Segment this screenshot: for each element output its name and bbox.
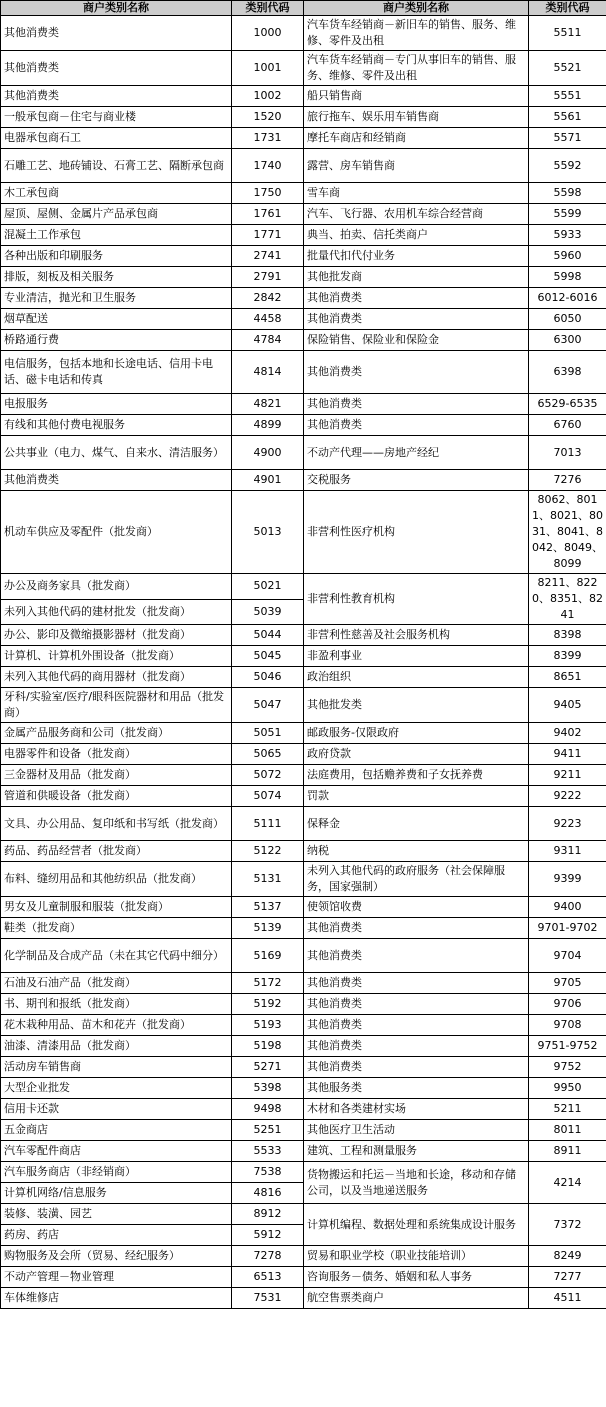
table-row: [1, 330, 606, 351]
left-category-code: 2741: [232, 246, 304, 267]
left-category-code: 7531: [232, 1288, 304, 1309]
right-category-code: 5211: [529, 1099, 606, 1120]
table-row: [1, 436, 606, 470]
left-category-name: 计算机、计算机外围设备（批发商）: [1, 646, 232, 667]
right-category-code: 6300: [529, 330, 606, 351]
right-category-name: 政治组织: [304, 667, 529, 688]
table-row: [1, 1099, 606, 1120]
left-category-code: 5051: [232, 723, 304, 744]
right-category-name: 非营利性慈善及社会服务机构: [304, 625, 529, 646]
left-category-code: 4784: [232, 330, 304, 351]
right-category-code: 9706: [529, 994, 606, 1015]
right-category-name: 露营、房车销售商: [304, 149, 529, 183]
right-category-name: 政府贷款: [304, 744, 529, 765]
left-category-name: 布料、缝纫用品和其他纺织品（批发商）: [1, 862, 232, 897]
left-category-code: 1520: [232, 107, 304, 128]
left-category-name: 屋顶、屋侧、金属片产品承包商: [1, 204, 232, 225]
right-category-code: 5592: [529, 149, 606, 183]
table-row: [1, 1057, 606, 1078]
left-category-code: 5047: [232, 688, 304, 723]
right-category-name: 贸易和职业学校（职业技能培训）: [304, 1246, 529, 1267]
left-category-code: 5192: [232, 994, 304, 1015]
left-category-code: 5193: [232, 1015, 304, 1036]
right-category-name: 非营利性医疗机构: [304, 491, 529, 574]
right-category-name: 其他批发类: [304, 688, 529, 723]
table-row: [1, 765, 606, 786]
table-row: [1, 246, 606, 267]
table-row: [1, 1267, 606, 1288]
right-category-code: 5933: [529, 225, 606, 246]
right-category-name: 其他消费类: [304, 394, 529, 415]
right-category-name: 汽车、飞行器、农用机车综合经营商: [304, 204, 529, 225]
table-row: [1, 1162, 606, 1183]
table-row: [1, 939, 606, 973]
right-category-code: 9411: [529, 744, 606, 765]
left-category-name: 化学制品及合成产品（未在其它代码中细分）: [1, 939, 232, 973]
left-category-name: 信用卡还款: [1, 1099, 232, 1120]
left-category-code: 4458: [232, 309, 304, 330]
table-row: [1, 723, 606, 744]
right-category-name: 其他消费类: [304, 309, 529, 330]
right-category-code: 9222: [529, 786, 606, 807]
right-category-code: 5960: [529, 246, 606, 267]
left-category-code: 5398: [232, 1078, 304, 1099]
right-category-name: 其他消费类: [304, 1015, 529, 1036]
left-category-code: 1002: [232, 86, 304, 107]
right-category-code: 6012-6016: [529, 288, 606, 309]
left-category-code: 5122: [232, 841, 304, 862]
left-category-name: 计算机网络/信息服务: [1, 1183, 232, 1204]
left-category-name: 三金器材及用品（批发商）: [1, 765, 232, 786]
right-category-code: 5571: [529, 128, 606, 149]
table-row: [1, 1078, 606, 1099]
left-category-code: 4900: [232, 436, 304, 470]
left-category-code: 5013: [232, 491, 304, 574]
left-category-name: 大型企业批发: [1, 1078, 232, 1099]
left-category-name: 电信服务，包括本地和长途电话、信用卡电话、磁卡电话和传真: [1, 351, 232, 394]
left-category-name: 未列入其他代码的建材批发（批发商）: [1, 599, 232, 625]
right-category-name: 计算机编程、数据处理和系统集成设计服务: [304, 1204, 529, 1246]
right-category-code: 5998: [529, 267, 606, 288]
right-category-code: 9399: [529, 862, 606, 897]
left-category-name: 文具、办公用品、复印纸和书写纸（批发商）: [1, 807, 232, 841]
left-category-name: 车体维修店: [1, 1288, 232, 1309]
left-category-code: 5111: [232, 807, 304, 841]
right-category-code: 9704: [529, 939, 606, 973]
left-category-name: 电器零件和设备（批发商）: [1, 744, 232, 765]
table-row: [1, 786, 606, 807]
right-category-code: 4511: [529, 1288, 606, 1309]
table-row: [1, 149, 606, 183]
right-category-code: 8911: [529, 1141, 606, 1162]
left-category-name: 管道和供暖设备（批发商）: [1, 786, 232, 807]
right-category-name: 罚款: [304, 786, 529, 807]
right-category-name: 航空售票类商户: [304, 1288, 529, 1309]
right-category-name: 非盈利事业: [304, 646, 529, 667]
right-category-name: 其他消费类: [304, 1036, 529, 1057]
left-category-name: 各种出版和印刷服务: [1, 246, 232, 267]
right-category-code: 8399: [529, 646, 606, 667]
right-category-code: 7276: [529, 470, 606, 491]
table-row: [1, 107, 606, 128]
right-category-code: 5598: [529, 183, 606, 204]
right-category-code: 9402: [529, 723, 606, 744]
right-category-code: 5511: [529, 16, 606, 51]
table-row: [1, 841, 606, 862]
table-row: [1, 225, 606, 246]
right-category-name: 咨询服务－债务、婚姻和私人事务: [304, 1267, 529, 1288]
table-row: [1, 862, 606, 897]
left-category-code: 9498: [232, 1099, 304, 1120]
right-category-code: 7372: [529, 1204, 606, 1246]
left-category-name: 其他消费类: [1, 470, 232, 491]
table-row: [1, 807, 606, 841]
left-category-code: 5021: [232, 574, 304, 600]
table-row: [1, 918, 606, 939]
table-row: [1, 309, 606, 330]
right-category-code: 7277: [529, 1267, 606, 1288]
header-right-name: 商户类别名称: [304, 1, 529, 16]
right-category-code: 8651: [529, 667, 606, 688]
right-category-name: 其他医疗卫生活动: [304, 1120, 529, 1141]
right-category-code: 5551: [529, 86, 606, 107]
table-row: [1, 267, 606, 288]
header-left-code: 类别代码: [232, 1, 304, 16]
right-category-code: 5599: [529, 204, 606, 225]
table-row: [1, 994, 606, 1015]
left-category-name: 牙科/实验室/医疗/眼科医院器材和用品（批发商）: [1, 688, 232, 723]
right-category-name: 其他消费类: [304, 1057, 529, 1078]
left-category-name: 购物服务及会所（贸易、经纪服务）: [1, 1246, 232, 1267]
right-category-name: 其他服务类: [304, 1078, 529, 1099]
table-row: [1, 415, 606, 436]
table-row: [1, 470, 606, 491]
left-category-name: 其他消费类: [1, 51, 232, 86]
table-row: [1, 1120, 606, 1141]
right-category-code: 6050: [529, 309, 606, 330]
table-row: [1, 646, 606, 667]
left-category-code: 1771: [232, 225, 304, 246]
left-category-name: 不动产管理－物业管理: [1, 1267, 232, 1288]
right-category-code: 5521: [529, 51, 606, 86]
left-category-code: 5533: [232, 1141, 304, 1162]
left-category-code: 5271: [232, 1057, 304, 1078]
left-category-name: 专业清洁，抛光和卫生服务: [1, 288, 232, 309]
right-category-code: 4214: [529, 1162, 606, 1204]
table-row: [1, 288, 606, 309]
left-category-code: 6513: [232, 1267, 304, 1288]
right-category-name: 非营利性教育机构: [304, 574, 529, 625]
right-category-code: 9405: [529, 688, 606, 723]
left-category-code: 5912: [232, 1225, 304, 1246]
left-category-name: 花木栽种用品、苗木和花卉（批发商）: [1, 1015, 232, 1036]
table-row: [1, 1246, 606, 1267]
left-category-name: 一般承包商－住宅与商业楼: [1, 107, 232, 128]
left-category-code: 5169: [232, 939, 304, 973]
left-category-code: 5044: [232, 625, 304, 646]
header-right-code: 类别代码: [529, 1, 606, 16]
right-category-name: 邮政服务-仅限政府: [304, 723, 529, 744]
table-row: [1, 491, 606, 574]
right-category-name: 建筑、工程和测量服务: [304, 1141, 529, 1162]
left-category-name: 木工承包商: [1, 183, 232, 204]
left-category-name: 药品、药品经营者（批发商）: [1, 841, 232, 862]
right-category-code: 9751-9752: [529, 1036, 606, 1057]
left-category-code: 5074: [232, 786, 304, 807]
right-category-code: 7013: [529, 436, 606, 470]
left-category-name: 石雕工艺、地砖铺设、石膏工艺、隔断承包商: [1, 149, 232, 183]
right-category-code: 9701-9702: [529, 918, 606, 939]
left-category-name: 其他消费类: [1, 16, 232, 51]
left-category-code: 5039: [232, 599, 304, 625]
right-category-code: 6398: [529, 351, 606, 394]
right-category-code: 9950: [529, 1078, 606, 1099]
right-category-name: 货物搬运和托运－当地和长途，移动和存储公司，以及当地递送服务: [304, 1162, 529, 1204]
right-category-code: 8211、8220、8351、8241: [529, 574, 606, 625]
right-category-name: 船只销售商: [304, 86, 529, 107]
left-category-code: 5251: [232, 1120, 304, 1141]
left-category-code: 4821: [232, 394, 304, 415]
table-row: [1, 1288, 606, 1309]
left-category-code: 5072: [232, 765, 304, 786]
right-category-code: 8249: [529, 1246, 606, 1267]
right-category-name: 木材和各类建材实场: [304, 1099, 529, 1120]
right-category-code: 9223: [529, 807, 606, 841]
right-category-name: 摩托车商店和经销商: [304, 128, 529, 149]
left-category-name: 混凝土工作承包: [1, 225, 232, 246]
left-category-code: 5137: [232, 897, 304, 918]
right-category-code: 9752: [529, 1057, 606, 1078]
right-category-code: 9705: [529, 973, 606, 994]
table-row: [1, 1141, 606, 1162]
left-category-name: 油漆、清漆用品（批发商）: [1, 1036, 232, 1057]
left-category-name: 汽车服务商店（非经销商）: [1, 1162, 232, 1183]
left-category-name: 男女及儿童制服和服装（批发商）: [1, 897, 232, 918]
left-category-name: 机动车供应及零配件（批发商）: [1, 491, 232, 574]
right-category-name: 其他消费类: [304, 918, 529, 939]
left-category-name: 办公及商务家具（批发商）: [1, 574, 232, 600]
left-category-code: 4814: [232, 351, 304, 394]
right-category-name: 保释金: [304, 807, 529, 841]
left-category-name: 电报服务: [1, 394, 232, 415]
left-category-code: 2842: [232, 288, 304, 309]
table-row: [1, 204, 606, 225]
left-category-code: 1761: [232, 204, 304, 225]
right-category-code: 8062、8011、8021、8031、8041、8042、8049、8099: [529, 491, 606, 574]
right-category-name: 其他消费类: [304, 939, 529, 973]
right-category-name: 其他消费类: [304, 994, 529, 1015]
right-category-code: 6529-6535: [529, 394, 606, 415]
right-category-code: 9400: [529, 897, 606, 918]
left-category-code: 5172: [232, 973, 304, 994]
table-row: [1, 128, 606, 149]
left-category-code: 5045: [232, 646, 304, 667]
header-row: [1, 1, 606, 16]
left-category-name: 烟草配送: [1, 309, 232, 330]
table-row: [1, 1036, 606, 1057]
table-row: [1, 183, 606, 204]
table-row: [1, 667, 606, 688]
left-category-code: 1001: [232, 51, 304, 86]
left-category-code: 1740: [232, 149, 304, 183]
left-category-name: 药房、药店: [1, 1225, 232, 1246]
left-category-code: 5046: [232, 667, 304, 688]
right-category-name: 其他消费类: [304, 973, 529, 994]
right-category-name: 未列入其他代码的政府服务（社会保障服务，国家强制）: [304, 862, 529, 897]
left-category-code: 8912: [232, 1204, 304, 1225]
left-category-name: 未列入其他代码的商用器材（批发商）: [1, 667, 232, 688]
left-category-code: 5131: [232, 862, 304, 897]
left-category-name: 鞋类（批发商）: [1, 918, 232, 939]
left-category-code: 2791: [232, 267, 304, 288]
right-category-name: 典当、拍卖、信托类商户: [304, 225, 529, 246]
right-category-code: 6760: [529, 415, 606, 436]
table-row: [1, 394, 606, 415]
right-category-name: 使领馆收费: [304, 897, 529, 918]
table-row: [1, 86, 606, 107]
left-category-name: 电器承包商石工: [1, 128, 232, 149]
left-category-name: 公共事业（电力、煤气、自来水、清洁服务）: [1, 436, 232, 470]
right-category-code: 9211: [529, 765, 606, 786]
table-row: [1, 1204, 606, 1225]
left-category-code: 5139: [232, 918, 304, 939]
right-category-name: 旅行拖车、娱乐用车销售商: [304, 107, 529, 128]
left-category-name: 活动房车销售商: [1, 1057, 232, 1078]
table-row: [1, 625, 606, 646]
table-row: [1, 688, 606, 723]
table-row: [1, 744, 606, 765]
right-category-name: 法庭费用，包括赡养费和子女抚养费: [304, 765, 529, 786]
header-left-name: 商户类别名称: [1, 1, 232, 16]
right-category-name: 保险销售、保险业和保险金: [304, 330, 529, 351]
table-body: [1, 16, 606, 1309]
left-category-name: 排版，刻板及相关服务: [1, 267, 232, 288]
right-category-code: 5561: [529, 107, 606, 128]
left-category-code: 5198: [232, 1036, 304, 1057]
right-category-name: 其他消费类: [304, 351, 529, 394]
right-category-name: 其他消费类: [304, 415, 529, 436]
table-row: [1, 973, 606, 994]
right-category-name: 批量代扣代付业务: [304, 246, 529, 267]
left-category-code: 7538: [232, 1162, 304, 1183]
left-category-name: 石油及石油产品（批发商）: [1, 973, 232, 994]
left-category-name: 其他消费类: [1, 86, 232, 107]
table-row: [1, 897, 606, 918]
left-category-name: 装修、装潢、园艺: [1, 1204, 232, 1225]
table-row: [1, 1015, 606, 1036]
left-category-name: 办公、影印及微缩摄影器材（批发商）: [1, 625, 232, 646]
right-category-name: 汽车货车经销商－专门从事旧车的销售、服务、维修、零件及出租: [304, 51, 529, 86]
left-category-name: 汽车零配件商店: [1, 1141, 232, 1162]
left-category-code: 4816: [232, 1183, 304, 1204]
left-category-code: 1750: [232, 183, 304, 204]
left-category-code: 5065: [232, 744, 304, 765]
right-category-name: 雪车商: [304, 183, 529, 204]
right-category-name: 交税服务: [304, 470, 529, 491]
right-category-name: 不动产代理——房地产经纪: [304, 436, 529, 470]
table-row: [1, 51, 606, 86]
left-category-code: 4901: [232, 470, 304, 491]
right-category-name: 其他批发商: [304, 267, 529, 288]
left-category-name: 金属产品服务商和公司（批发商）: [1, 723, 232, 744]
right-category-name: 纳税: [304, 841, 529, 862]
right-category-code: 8011: [529, 1120, 606, 1141]
left-category-code: 1731: [232, 128, 304, 149]
right-category-code: 8398: [529, 625, 606, 646]
right-category-name: 其他消费类: [304, 288, 529, 309]
right-category-name: 汽车货车经销商－新旧车的销售、服务、维修、零件及出租: [304, 16, 529, 51]
left-category-name: 有线和其他付费电视服务: [1, 415, 232, 436]
table-row: [1, 351, 606, 394]
left-category-code: 1000: [232, 16, 304, 51]
left-category-name: 五金商店: [1, 1120, 232, 1141]
left-category-name: 书、期刊和报纸（批发商）: [1, 994, 232, 1015]
table-row: [1, 16, 606, 51]
right-category-code: 9708: [529, 1015, 606, 1036]
left-category-code: 4899: [232, 415, 304, 436]
left-category-code: 7278: [232, 1246, 304, 1267]
table-row: [1, 574, 606, 600]
right-category-code: 9311: [529, 841, 606, 862]
left-category-name: 桥路通行费: [1, 330, 232, 351]
